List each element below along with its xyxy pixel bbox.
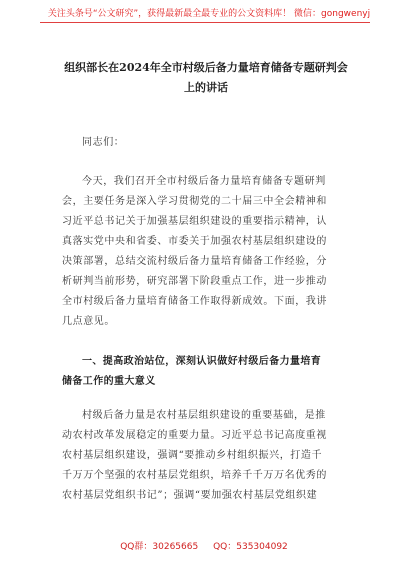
title-line-1: 组织部长在2024年全市村级后备力量培育储备专题研判会 — [64, 61, 348, 74]
text-line: 决策部署，总结交流村级后备力量培育储备工作经验，分 — [62, 256, 327, 267]
footer-qq: QQ：535304092 — [213, 542, 288, 552]
title-line-2: 上的讲话 — [184, 81, 228, 94]
paragraph-1 — [62, 172, 360, 332]
footer-qq-group: QQ群：30265665 — [120, 542, 199, 552]
text-line: 动农村改革发展稳定的重要力量。习近平总书记高度重视 — [62, 430, 327, 441]
text-line: 习近平总书记关于加强基层组织建设的重要指示精神，认 — [62, 216, 327, 227]
header-divider — [40, 22, 370, 23]
text-line: 农村基层党组织书记”；强调“要加强农村基层党组织建 — [62, 490, 318, 501]
section-heading-1 — [62, 352, 362, 392]
text-line: 村级后备力量是农村基层组织建设的重要基础，是推 — [82, 410, 326, 421]
text-line: 会，主要任务是深入学习贯彻党的二十届三中全会精神和 — [62, 196, 327, 207]
heading-line-2: 储备工作的重大意义 — [62, 376, 156, 387]
document-title — [48, 58, 364, 98]
text-line: 今天，我们召开全市村级后备力量培育储备专题研判 — [82, 176, 326, 187]
text-line: 千万万个坚强的农村基层党组织，培养千千万万名优秀的 — [62, 470, 327, 481]
text-line: 真落实党中央和省委、市委关于加强农村基层组织建设的 — [62, 236, 327, 247]
text-line: 几点意见。 — [62, 316, 115, 327]
greeting: 同志们： — [82, 137, 125, 148]
top-banner: 关注头条号“公文研究”，获得最新最全最专业的公文资料库！ 微信：gongwenyj — [47, 9, 371, 19]
paragraph-2 — [62, 406, 360, 506]
text-line: 农村基层组织建设，强调“要推动乡村组织振兴，打造千 — [62, 450, 323, 461]
heading-line-1: 一、提高政治站位，深刻认识做好村级后备力量培育 — [82, 356, 322, 367]
footer-contact — [0, 539, 408, 552]
text-line: 析研判当前形势，研究部署下阶段重点工作，进一步推动 — [62, 276, 327, 287]
text-line: 全市村级后备力量培育储备工作取得新成效。下面，我讲 — [62, 296, 327, 307]
